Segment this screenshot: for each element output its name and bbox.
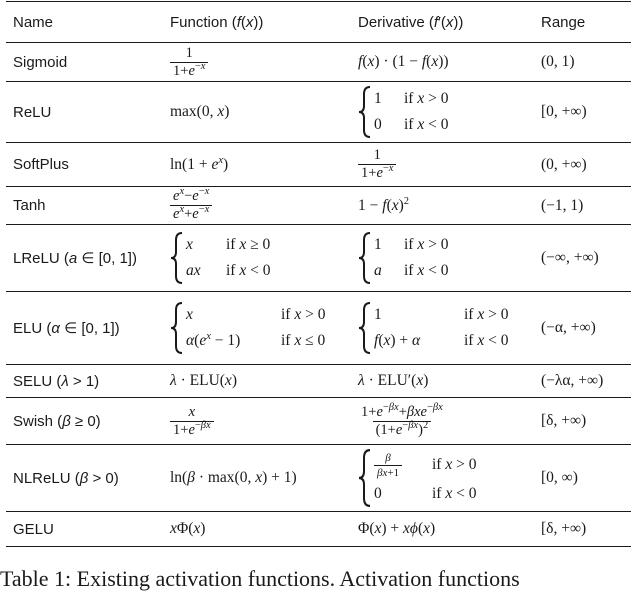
derivative-formula: f(x) · (1 − f(x)) — [358, 53, 449, 70]
function-formula: x if x > 0 $\alpha(e^x - 1)$ if x ≤ 0 — [170, 292, 325, 364]
bottom-rule — [6, 546, 631, 547]
header-derivative: Derivative ( f ′( x )) — [358, 13, 464, 31]
function-formula: xΦ(x) — [170, 520, 206, 537]
derivative-formula: $1 - f(x)^2$ — [358, 195, 410, 214]
range-value: (−1, 1) — [541, 196, 584, 214]
range-value: (−λα, +∞) — [541, 372, 604, 389]
range-value: (−α, +∞) — [541, 319, 596, 336]
table-row — [6, 82, 631, 142]
derivative-formula: 1 if x > 0 a if x < 0 — [358, 225, 448, 291]
range-value: [0, ∞) — [541, 469, 578, 486]
range-value: (−∞, +∞) — [541, 249, 599, 266]
activation-name: Sigmoid — [13, 53, 68, 71]
header-row — [6, 2, 631, 42]
table-row — [6, 512, 631, 546]
function-formula: $\frac{x}{1+e^{-\beta x}}$ — [170, 398, 214, 444]
function-formula: $\frac{1}{1+e^{-x}}$ — [170, 43, 208, 81]
derivative-formula: Φ(x) + xϕ(x) — [358, 520, 436, 537]
table-row — [6, 445, 631, 511]
activation-name: Swish (β ≥ 0) — [13, 412, 101, 430]
header-function: Function ( f ( x )) — [170, 13, 264, 31]
function-formula: λ · ELU(x) — [170, 372, 237, 389]
function-formula: $\ln(1 + e^x)$ — [170, 154, 229, 173]
table-row — [6, 365, 631, 397]
range-value: [δ, +∞) — [541, 520, 587, 537]
left-brace — [358, 86, 372, 138]
left-brace — [358, 302, 372, 354]
activation-name: SELU (λ > 1) — [13, 372, 100, 390]
function-formula: x if x ≥ 0 ax if x < 0 — [170, 225, 270, 291]
function-formula: max(0, x) — [170, 103, 230, 120]
activation-name: NLReLU (β > 0) — [13, 469, 119, 487]
derivative-formula: λ · ELU′(x) — [358, 372, 429, 389]
left-brace — [358, 232, 372, 284]
table-row — [6, 43, 631, 81]
left-brace — [170, 302, 184, 354]
range-value: [0, +∞) — [541, 103, 587, 120]
activation-name: ReLU — [13, 103, 52, 121]
table-row — [6, 292, 631, 364]
derivative-formula: $\frac{1+e^{-\beta x}+\beta xe^{-\beta x}}{(1+e^{-\beta x})^2}$ — [361, 401, 443, 438]
table-row — [6, 225, 631, 291]
activation-name: LReLU (a ∈ [0, 1]) — [13, 250, 137, 267]
header-range: Range — [541, 13, 586, 31]
activation-name: GELU — [13, 520, 54, 538]
header-name: Name — [13, 13, 54, 31]
range-value: (0, +∞) — [541, 155, 587, 173]
function-formula: ln(β · max(0, x) + 1) — [170, 469, 297, 486]
function-formula: $\frac{e^x-e^{-x}}{e^x+e^{-x}}$ — [170, 187, 212, 224]
left-brace — [358, 449, 372, 507]
table-row — [6, 187, 631, 224]
range-value: (0, 1) — [541, 53, 575, 70]
table-caption: Table 1: Existing activation functions. Activation functions — [0, 566, 520, 591]
derivative-formula: 1 if x > 0 0 if x < 0 — [358, 82, 448, 142]
derivative-formula: $\frac{1}{1+e^{-x}}$ — [358, 143, 396, 186]
activation-name: Tanh — [13, 197, 46, 214]
range-value: [δ, +∞) — [541, 412, 587, 429]
activation-name: ELU (α ∈ [0, 1]) — [13, 320, 120, 337]
table-row — [6, 143, 631, 186]
derivative-formula: $\frac{\beta}{\beta x+1}$ if x > 0 0 if x < 0 — [358, 445, 476, 511]
left-brace — [170, 232, 184, 284]
activation-name: SoftPlus — [13, 156, 69, 173]
table-row — [6, 398, 631, 444]
derivative-formula: 1 if x > 0 f(x) + α if x < 0 — [358, 292, 508, 364]
